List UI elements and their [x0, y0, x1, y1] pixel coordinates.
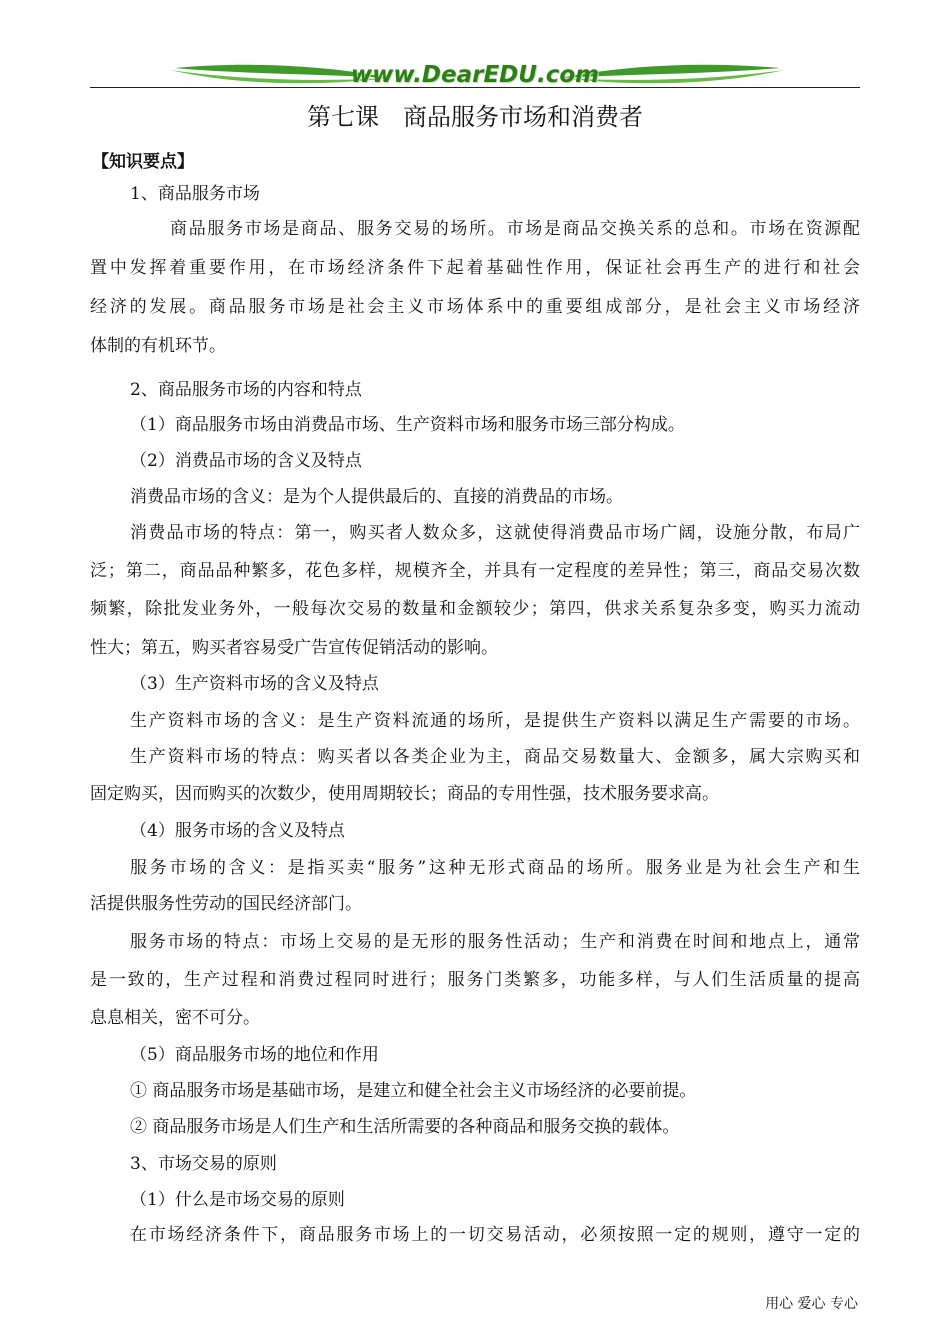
paragraph-line: 服务市场的含义：是指买卖“服务”这种无形式商品的场所。服务业是为社会生产和生 — [130, 858, 860, 878]
paragraph-line: 生产资料市场的特点：购买者以各类企业为主，商品交易数量大、金额多，属大宗购买和 — [130, 747, 860, 767]
subheading: （1）什么是市场交易的原则 — [130, 1190, 345, 1210]
list-item: ① 商品服务市场是基础市场，是建立和健全社会主义市场经济的必要前提。 — [130, 1081, 697, 1101]
footer-motto: 用心 爱心 专心 — [765, 1296, 858, 1312]
paragraph-line: 性大；第五，购买者容易受广告宣传促销活动的影响。 — [90, 638, 498, 658]
paragraph-line: 泛；第二，商品品种繁多，花色多样，规模齐全，并具有一定程度的差异性；第三，商品交易次数 — [90, 561, 860, 581]
paragraph-line: 是一致的，生产过程和消费过程同时进行；服务门类繁多，功能多样，与人们生活质量的提高 — [90, 970, 860, 990]
paragraph-line: 固定购买，因而购买的次数少，使用周期较长；商品的专用性强，技术服务要求高。 — [90, 784, 719, 804]
paragraph-line: 消费品市场的特点：第一，购买者人数众多，这就使得消费品市场广阔，设施分散，布局广 — [130, 523, 860, 543]
heading-2: 2、商品服务市场的内容和特点 — [130, 380, 362, 400]
header-banner — [90, 58, 860, 94]
subheading: （2）消费品市场的含义及特点 — [130, 451, 362, 471]
paragraph-line: 体制的有机环节。 — [90, 336, 226, 356]
site-logo-text: www.DearEDU.com — [350, 62, 600, 88]
paragraph-line: 消费品市场的含义：是为个人提供最后的、直接的消费品的市场。 — [130, 487, 623, 507]
paragraph-line: 在市场经济条件下，商品服务市场上的一切交易活动，必须按照一定的规则，遵守一定的 — [130, 1225, 860, 1245]
subheading: （4）服务市场的含义及特点 — [130, 821, 345, 841]
paragraph-line: 经济的发展。商品服务市场是社会主义市场体系中的重要组成部分，是社会主义市场经济 — [90, 297, 860, 317]
subheading: （5）商品服务市场的地位和作用 — [130, 1045, 379, 1065]
heading-1: 1、商品服务市场 — [130, 184, 260, 204]
page-title: 第七课 商品服务市场和消费者 — [307, 103, 643, 131]
paragraph-line: 生产资料市场的含义：是生产资料流通的场所，是提供生产资料以满足生产需要的市场。 — [130, 711, 860, 731]
paragraph-line: 商品服务市场是商品、服务交易的场所。市场是商品交换关系的总和。市场在资源配 — [170, 219, 860, 239]
list-item: （1）商品服务市场由消费品市场、生产资料市场和服务市场三部分构成。 — [130, 415, 685, 435]
paragraph-line: 活提供服务性劳动的国民经济部门。 — [90, 894, 362, 914]
heading-3: 3、市场交易的原则 — [130, 1154, 277, 1174]
header-rule — [90, 87, 860, 88]
paragraph-line: 息息相关，密不可分。 — [90, 1008, 260, 1028]
subheading: （3）生产资料市场的含义及特点 — [130, 674, 379, 694]
paragraph-line: 置中发挥着重要作用，在市场经济条件下起着基础性作用，保证社会再生产的进行和社会 — [90, 258, 860, 278]
list-item: ② 商品服务市场是人们生产和生活所需要的各种商品和服务交换的载体。 — [130, 1117, 680, 1137]
paragraph-line: 服务市场的特点：市场上交易的是无形的服务性活动；生产和消费在时间和地点上，通常 — [130, 932, 860, 952]
section-heading: 【知识要点】 — [92, 152, 194, 172]
paragraph-line: 频繁，除批发业务外，一般每次交易的数量和金额较少；第四，供求关系复杂多变，购买力流动 — [90, 599, 860, 619]
